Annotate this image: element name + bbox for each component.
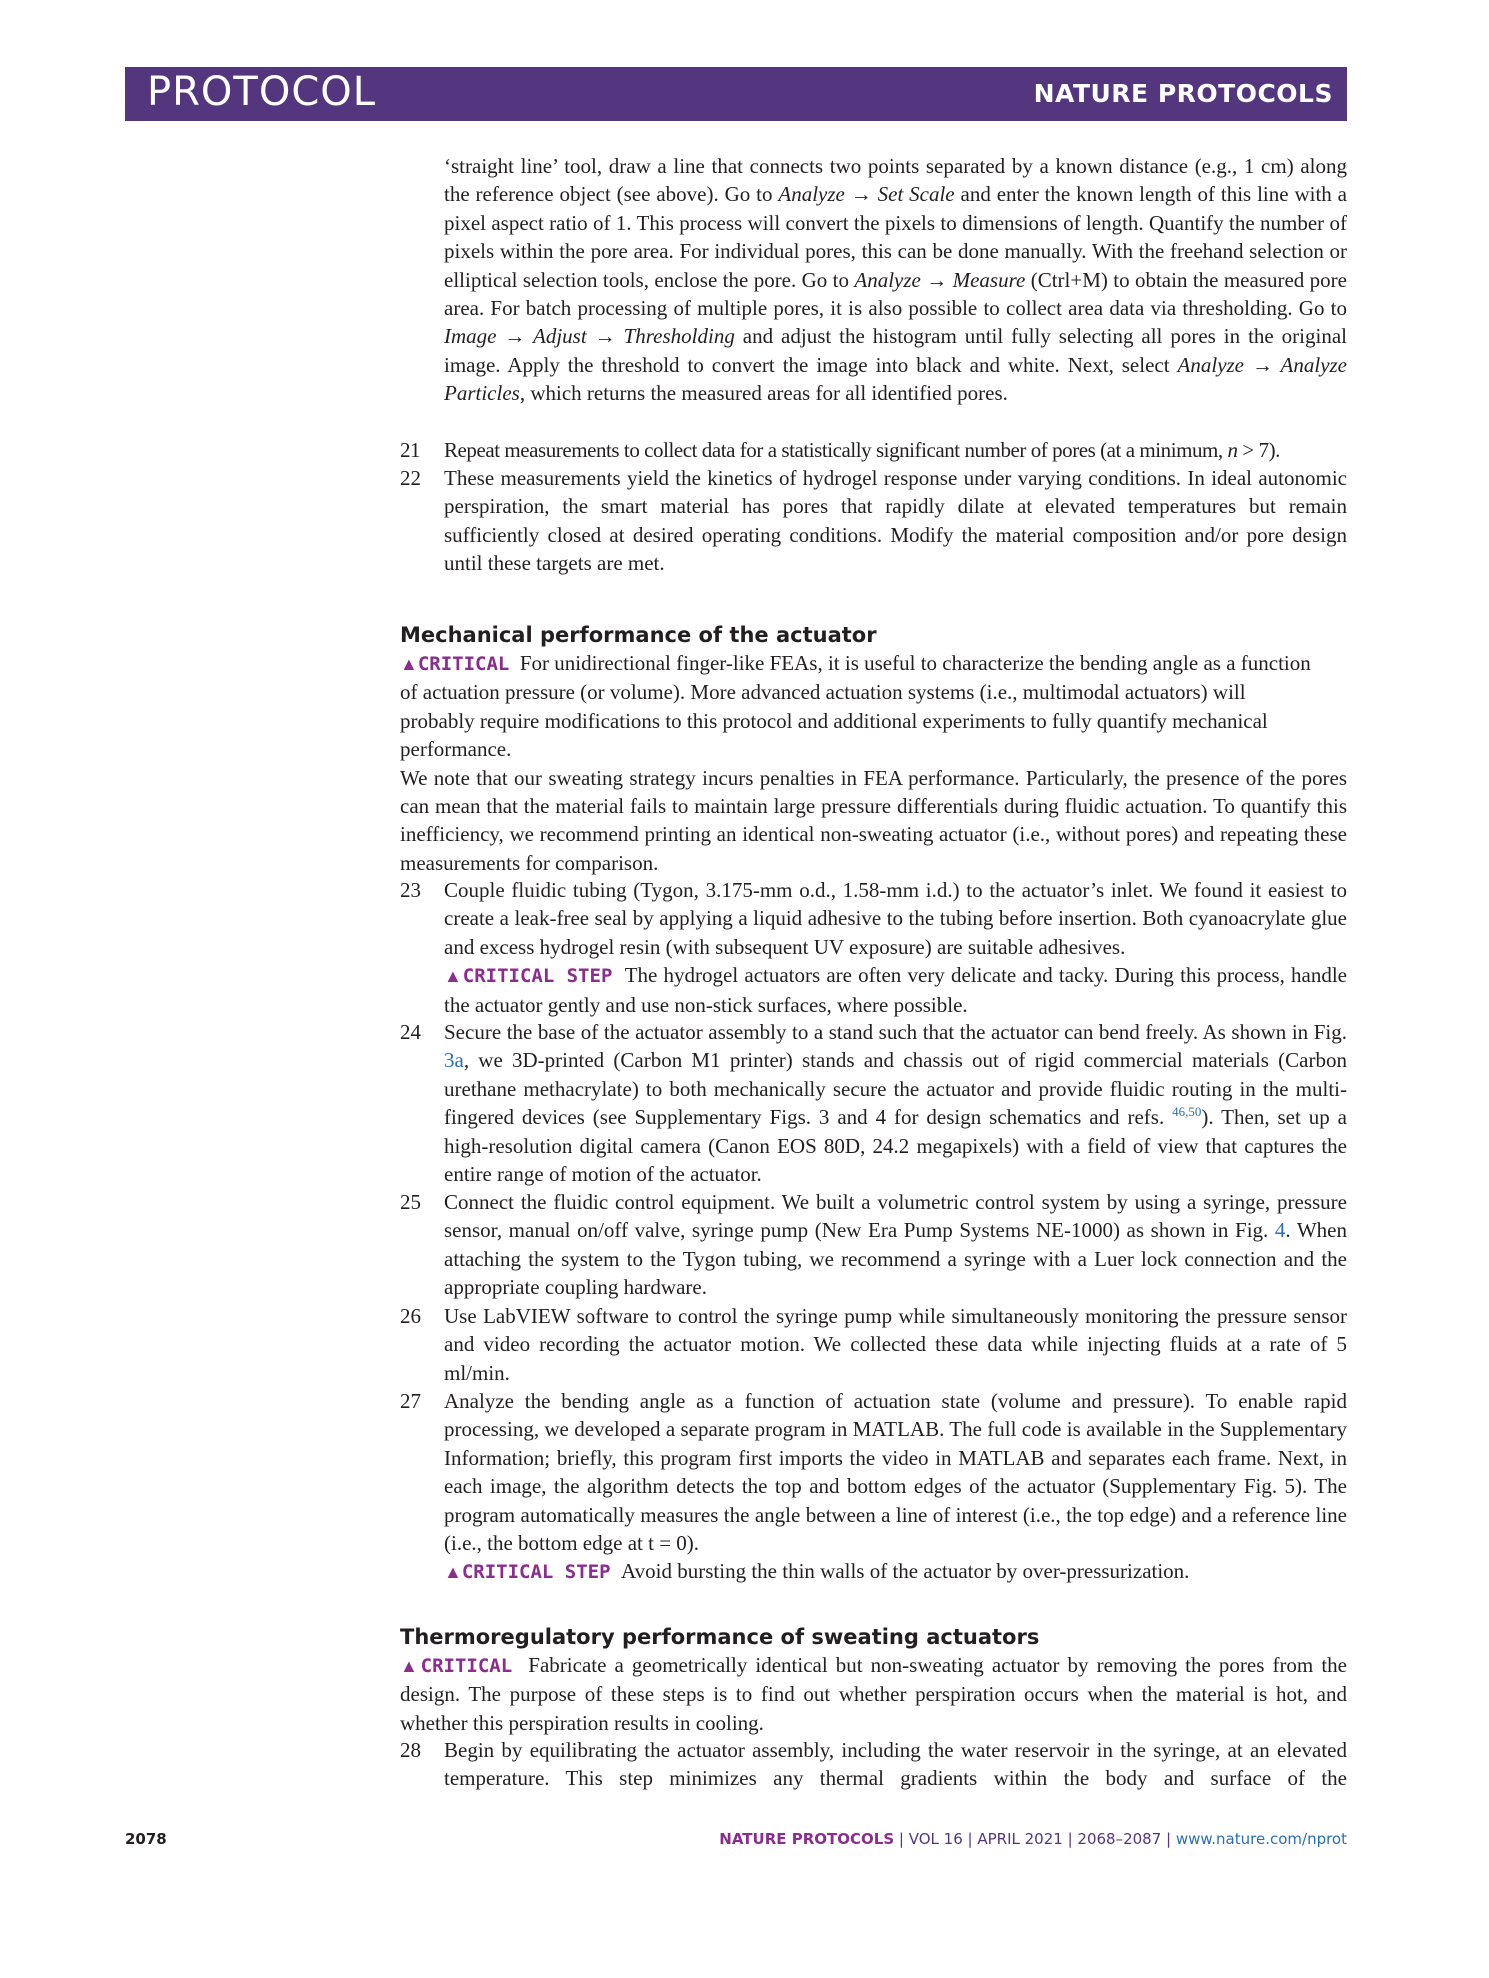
critical-step-label: CRITICAL STEP [461,1561,611,1584]
reference-link[interactable]: 50 [1188,1104,1202,1120]
page-number: 2078 [125,1830,167,1848]
section-thermoregulatory [400,1623,1347,1737]
step-23: 23 Couple fluidic tubing (Tygon, 3.175-mm o.d., 1.58-mm i.d.) to the actuator’s inlet. We found it easiest to create a leak-free seal by applying a liquid adhesive to the tubing before insertion. Both cyanoacrylate glue and excess hydrogel resin (with subsequent UV exposure) are suitable adhesives. ▲CRITICAL STEP The hydrogel actuators are often very delicate and tacky. During this process, handle the actuator gently and use non-stick surfaces, where possible. [400,878,1347,1017]
journal-name: NATURE PROTOCOLS [1033,79,1333,108]
step-number: 22 [400,466,421,490]
page-footer [125,1830,1347,1852]
critical-label: CRITICAL [420,1655,513,1677]
step-number: 26 [400,1304,421,1328]
critical-note: ▲CRITICAL For unidirectional finger-like FEAs, it is useful to characterize the bending angle as a function of actuation pressure (or volume). More advanced actuation systems (i.e., multimodal actuators) will probably require modifications to this protocol and additional experiments to fully quantify mechanical performance. [400,651,1311,762]
header-banner [125,67,1347,121]
step-20-continuation: ‘straight line’ tool, draw a line that connects two points separated by a known distance (e.g., 1 cm) along the reference object (see above). Go to Analyze → Set Scale and enter the known length of this line with a pixel aspect ratio of 1. This process will convert the pixels to dimensions of length. Quantify the number of pixels within the pore area. For individual pores, this can be done manually. With the freehand selection or elliptical selection tools, enclose the pore. Go to Analyze → Measure (Ctrl+M) to obtain the measured pore area. For batch processing of multiple pores, it is also possible to collect area data via thresholding. Go to Image → Adjust → Thresholding and adjust the histogram until fully selecting all pores in the original image. Apply the threshold to convert the image into black and white. Next, select Analyze → Analyze Particles, which returns the measured areas for all identified pores. [444,154,1348,406]
journal-url-link[interactable]: www.nature.com/nprot [1175,1830,1347,1848]
figure-link[interactable]: 3a [444,1048,464,1073]
critical-label: CRITICAL [417,653,510,675]
triangle-icon: ▲ [400,654,418,674]
figure-link[interactable]: 4 [1274,1218,1286,1243]
step-number: 21 [400,438,421,462]
step-26: 26 Use LabVIEW software to control the syringe pump while simultaneously monitoring the pressure sensor and video recording the actuator motion. We collected these data while injecting fluids at a rate of 5 ml/min. [400,1304,1347,1385]
step-22: 22 These measurements yield the kinetics of hydrogel response under varying conditions. In ideal autonomic perspiration, the smart material has pores that rapidly dilate at elevated temperatures but remain sufficiently closed at desired operating conditions. Modify the material composition and/or pore design until these targets are met. [400,466,1347,576]
step-27: 27 Analyze the bending angle as a function of actuation state (volume and pressure). To enable rapid processing, we developed a separate program in MATLAB. The full code is available in the Supplementary Information; briefly, this program first imports the video in MATLAB and separates each frame. Next, in each image, the algorithm detects the top and bottom edges of the actuator (Supplementary Fig. 5). The program automatically measures the angle between a line of interest (i.e., the top edge) and a reference line (i.e., the bottom edge at t = 0). ▲CRITICAL STEP Avoid bursting the thin walls of the actuator by over-pressurization. [400,1389,1347,1584]
section-note: We note that our sweating strategy incurs penalties in FEA performance. Particularly, the presence of the pores can mean that the material fails to maintain large pressure differentials during fluidic actuation. To quantify this inefficiency, we recommend printing an identical non-sweating actuator (i.e., without pores) and repeating these measurements for comparison. [400,765,1347,875]
section-mechanical [400,621,1347,877]
step-24: 24 Secure the base of the actuator assembly to a stand such that the actuator can bend freely. As shown in Fig. 3a, we 3D-printed (Carbon M1 printer) stands and chassis out of rigid commercial materials (Carbon urethane methacrylate) to both mechanically secure the actuator and provide fluidic routing in the multi-fingered devices (see Supplementary Figs. 3 and 4 for design schematics and refs. $^{46,50}$). Then, set up a high-resolution digital camera (Canon EOS 80D, 24.2 megapixels) with a field of view that captures the entire range of motion of the actuator. [400,1020,1347,1187]
triangle-icon: ▲ [444,1562,462,1583]
step-number: 24 [400,1020,421,1044]
triangle-icon: ▲ [444,966,463,987]
step-number: 23 [400,878,421,902]
continuation-paragraph [400,152,1347,408]
critical-note: ▲CRITICAL Fabricate a geometrically identical but non-sweating actuator by removing the pores from the design. The purpose of these steps is to find out whether perspiration occurs when the material is hot, and whether this perspiration results in cooling. [400,1653,1347,1735]
section-heading: Thermoregulatory performance of sweating actuators [400,1625,1040,1649]
step-28: 28 Begin by equilibrating the actuator assembly, including the water reservoir in the syringe, at an elevated temperature. This step minimizes any thermal gradients within the body and surface of the [400,1738,1347,1791]
step-number: 25 [400,1190,421,1214]
critical-step-label: CRITICAL STEP [462,965,613,988]
citation-line: NATURE PROTOCOLS | VOL 16 | APRIL 2021 | 2068–2087 | www.nature.com/nprot [719,1830,1347,1848]
triangle-icon: ▲ [400,1656,421,1676]
step-21: 21 Repeat measurements to collect data for a statistically significant number of pores (at a minimum, n > 7). [400,436,1347,464]
step-number: 27 [400,1389,421,1413]
step-25: 25 Connect the fluidic control equipment. We built a volumetric control system by using a syringe, pressure sensor, manual on/off valve, syringe pump (New Era Pump Systems NE-1000) as shown in Fig. 4. When attaching the system to the Tygon tubing, we recommend a syringe with a Luer lock connection and the appropriate coupling hardware. [400,1190,1347,1300]
reference-link[interactable]: 46 [1172,1104,1186,1120]
section-heading: Mechanical performance of the actuator [400,623,877,647]
section-label: PROTOCOL [147,69,377,115]
step-number: 28 [400,1738,421,1762]
